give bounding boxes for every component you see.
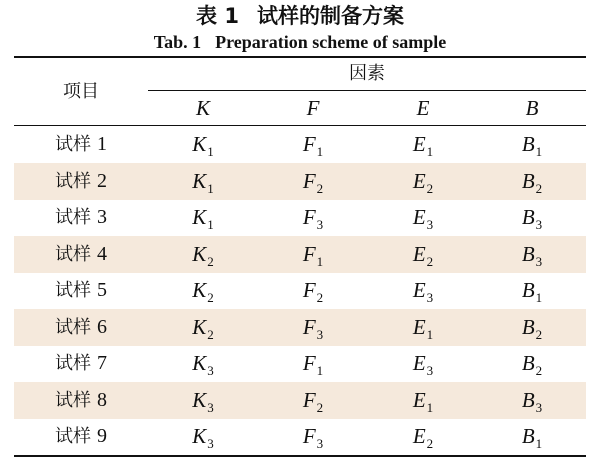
group-header-rule	[148, 90, 586, 91]
factor-letter: B	[521, 315, 535, 339]
row-label-number: 1	[97, 133, 108, 155]
factor-cell-b	[478, 132, 586, 159]
factor-letter: E	[412, 169, 426, 193]
factor-letter: B	[521, 388, 535, 412]
row-label-text: 试样	[54, 244, 91, 265]
factor-level-subscript: 3	[316, 217, 324, 232]
factor-cell-b	[478, 242, 586, 269]
factor-level-subscript: 3	[535, 254, 543, 269]
factor-letter: F	[302, 351, 316, 375]
row-label-text: 试样	[54, 207, 91, 228]
factor-level-subscript: 2	[316, 181, 324, 196]
factor-level-subscript: 3	[535, 217, 543, 232]
factor-letter: F	[302, 315, 316, 339]
factor-letter: K	[192, 169, 207, 193]
group-header-cell: 因素	[349, 63, 385, 84]
factor-level-subscript: 3	[316, 327, 324, 342]
factor-cell-k	[148, 132, 258, 159]
factor-cell-b	[478, 388, 586, 415]
factor-cell-k	[148, 169, 258, 196]
row-label-cell	[14, 351, 148, 376]
table-title-cn: 试样的制备方案	[256, 4, 404, 28]
row-label-cell	[14, 388, 148, 413]
factor-letter: E	[412, 278, 426, 302]
factor-cell-e	[368, 205, 478, 232]
row-label-number: 9	[97, 425, 108, 447]
column-header-b: B	[525, 96, 539, 120]
factor-letter: K	[192, 205, 207, 229]
factor-letter: B	[521, 205, 535, 229]
factor-letter: B	[521, 132, 535, 156]
row-label-number: 4	[97, 243, 108, 265]
factor-cell-e	[368, 278, 478, 305]
column-header-e: E	[416, 96, 430, 120]
factor-cell-e	[368, 315, 478, 342]
table-top-rule	[14, 56, 586, 58]
table-caption-chinese	[0, 2, 600, 30]
row-label-text: 试样	[54, 317, 91, 338]
factor-level-subscript: 3	[207, 363, 214, 378]
row-label-cell	[14, 315, 148, 340]
factor-cell-e	[368, 132, 478, 159]
row-label-cell	[14, 205, 148, 230]
factor-cell-f	[258, 278, 368, 305]
factor-cell-k	[148, 315, 258, 342]
factor-level-subscript: 3	[207, 400, 214, 415]
factor-letter: E	[412, 132, 426, 156]
factor-level-subscript: 2	[426, 181, 434, 196]
column-header-k: K	[195, 96, 210, 120]
factor-level-subscript: 1	[426, 144, 434, 159]
factor-cell-e	[368, 388, 478, 415]
factor-level-subscript: 2	[426, 254, 434, 269]
factor-level-subscript: 2	[316, 400, 324, 415]
factor-level-subscript: 2	[535, 327, 543, 342]
factor-cell-f	[258, 132, 368, 159]
row-label-text: 试样	[54, 353, 91, 374]
row-label-cell	[14, 424, 148, 449]
factor-level-subscript: 2	[535, 363, 543, 378]
factor-cell-e	[368, 424, 478, 451]
table-caption-english	[0, 31, 600, 53]
factor-letter: E	[412, 242, 426, 266]
row-label-cell	[14, 242, 148, 267]
factor-cell-k	[148, 388, 258, 415]
factor-cell-f	[258, 315, 368, 342]
factor-letter: K	[192, 132, 207, 156]
factor-letter: F	[302, 132, 316, 156]
factor-cell-e	[368, 169, 478, 196]
row-label-text: 试样	[54, 390, 91, 411]
factor-cell-b	[478, 315, 586, 342]
factor-letter: F	[302, 205, 316, 229]
factor-level-subscript: 3	[426, 217, 434, 232]
factor-level-subscript: 3	[535, 400, 543, 415]
factor-cell-f	[258, 351, 368, 378]
factor-letter: E	[412, 205, 426, 229]
header-bottom-rule	[14, 125, 586, 126]
factor-level-subscript: 2	[207, 254, 214, 269]
factor-letter: F	[302, 242, 316, 266]
factor-level-subscript: 3	[426, 363, 434, 378]
factor-cell-f	[258, 205, 368, 232]
factor-letter: E	[412, 351, 426, 375]
factor-cell-f	[258, 388, 368, 415]
row-label-number: 7	[97, 352, 108, 374]
row-label-number: 2	[97, 170, 108, 192]
factor-cell-b	[478, 424, 586, 451]
row-label-number: 6	[97, 316, 108, 338]
column-header-f: F	[306, 96, 320, 120]
factor-cell-b	[478, 205, 586, 232]
row-label-text: 试样	[54, 134, 91, 155]
factor-level-subscript: 1	[207, 181, 214, 196]
factor-letter: B	[521, 351, 535, 375]
factor-level-subscript: 3	[426, 290, 434, 305]
row-label-number: 5	[97, 279, 108, 301]
factor-letter: F	[302, 388, 316, 412]
factor-letter: E	[412, 315, 426, 339]
row-header-cell: 项目	[63, 81, 99, 102]
factor-cell-f	[258, 169, 368, 196]
factor-cell-e	[368, 351, 478, 378]
row-label-text: 试样	[54, 426, 91, 447]
factor-cell-b	[478, 169, 586, 196]
factor-cell-k	[148, 278, 258, 305]
factor-level-subscript: 1	[535, 436, 543, 451]
factor-letter: F	[302, 278, 316, 302]
row-label-cell	[14, 169, 148, 194]
factor-letter: B	[521, 278, 535, 302]
factor-cell-k	[148, 424, 258, 451]
factor-level-subscript: 1	[316, 144, 324, 159]
factor-level-subscript: 1	[535, 144, 543, 159]
row-label-text: 试样	[54, 280, 91, 301]
row-label-number: 8	[97, 389, 108, 411]
factor-letter: K	[192, 388, 207, 412]
factor-letter: F	[302, 169, 316, 193]
factor-cell-b	[478, 351, 586, 378]
factor-level-subscript: 2	[207, 290, 214, 305]
factor-cell-f	[258, 242, 368, 269]
factor-cell-e	[368, 242, 478, 269]
factor-level-subscript: 1	[535, 290, 543, 305]
row-label-number: 3	[97, 206, 108, 228]
table-bottom-rule	[14, 455, 586, 457]
factor-level-subscript: 1	[426, 327, 434, 342]
factor-level-subscript: 1	[207, 144, 214, 159]
row-label-cell	[14, 278, 148, 303]
factor-cell-f	[258, 424, 368, 451]
factor-level-subscript: 1	[207, 217, 214, 232]
table-number-cn: 表 1	[196, 4, 239, 28]
factor-letter: B	[521, 242, 535, 266]
factor-level-subscript: 3	[316, 436, 324, 451]
factor-cell-k	[148, 242, 258, 269]
row-label-text: 试样	[54, 171, 91, 192]
factor-cell-k	[148, 205, 258, 232]
factor-level-subscript: 2	[207, 327, 214, 342]
row-label-cell	[14, 132, 148, 157]
factor-letter: E	[412, 388, 426, 412]
factor-level-subscript: 2	[535, 181, 543, 196]
factor-level-subscript: 1	[316, 254, 324, 269]
factor-level-subscript: 1	[426, 400, 434, 415]
factor-cell-b	[478, 278, 586, 305]
table-number-en: Tab. 1	[153, 32, 202, 52]
factor-letter: K	[192, 424, 207, 448]
table-title-en: Preparation scheme of sample	[215, 32, 447, 52]
factor-letter: K	[192, 315, 207, 339]
factor-letter: K	[192, 351, 207, 375]
factor-level-subscript: 2	[316, 290, 324, 305]
factor-letter: K	[192, 242, 207, 266]
factor-level-subscript: 2	[426, 436, 434, 451]
factor-letter: K	[192, 278, 207, 302]
factor-level-subscript: 3	[207, 436, 214, 451]
factor-letter: E	[412, 424, 426, 448]
factor-letter: B	[521, 169, 535, 193]
factor-letter: F	[302, 424, 316, 448]
factor-cell-k	[148, 351, 258, 378]
factor-letter: B	[521, 424, 535, 448]
factor-level-subscript: 1	[316, 363, 324, 378]
